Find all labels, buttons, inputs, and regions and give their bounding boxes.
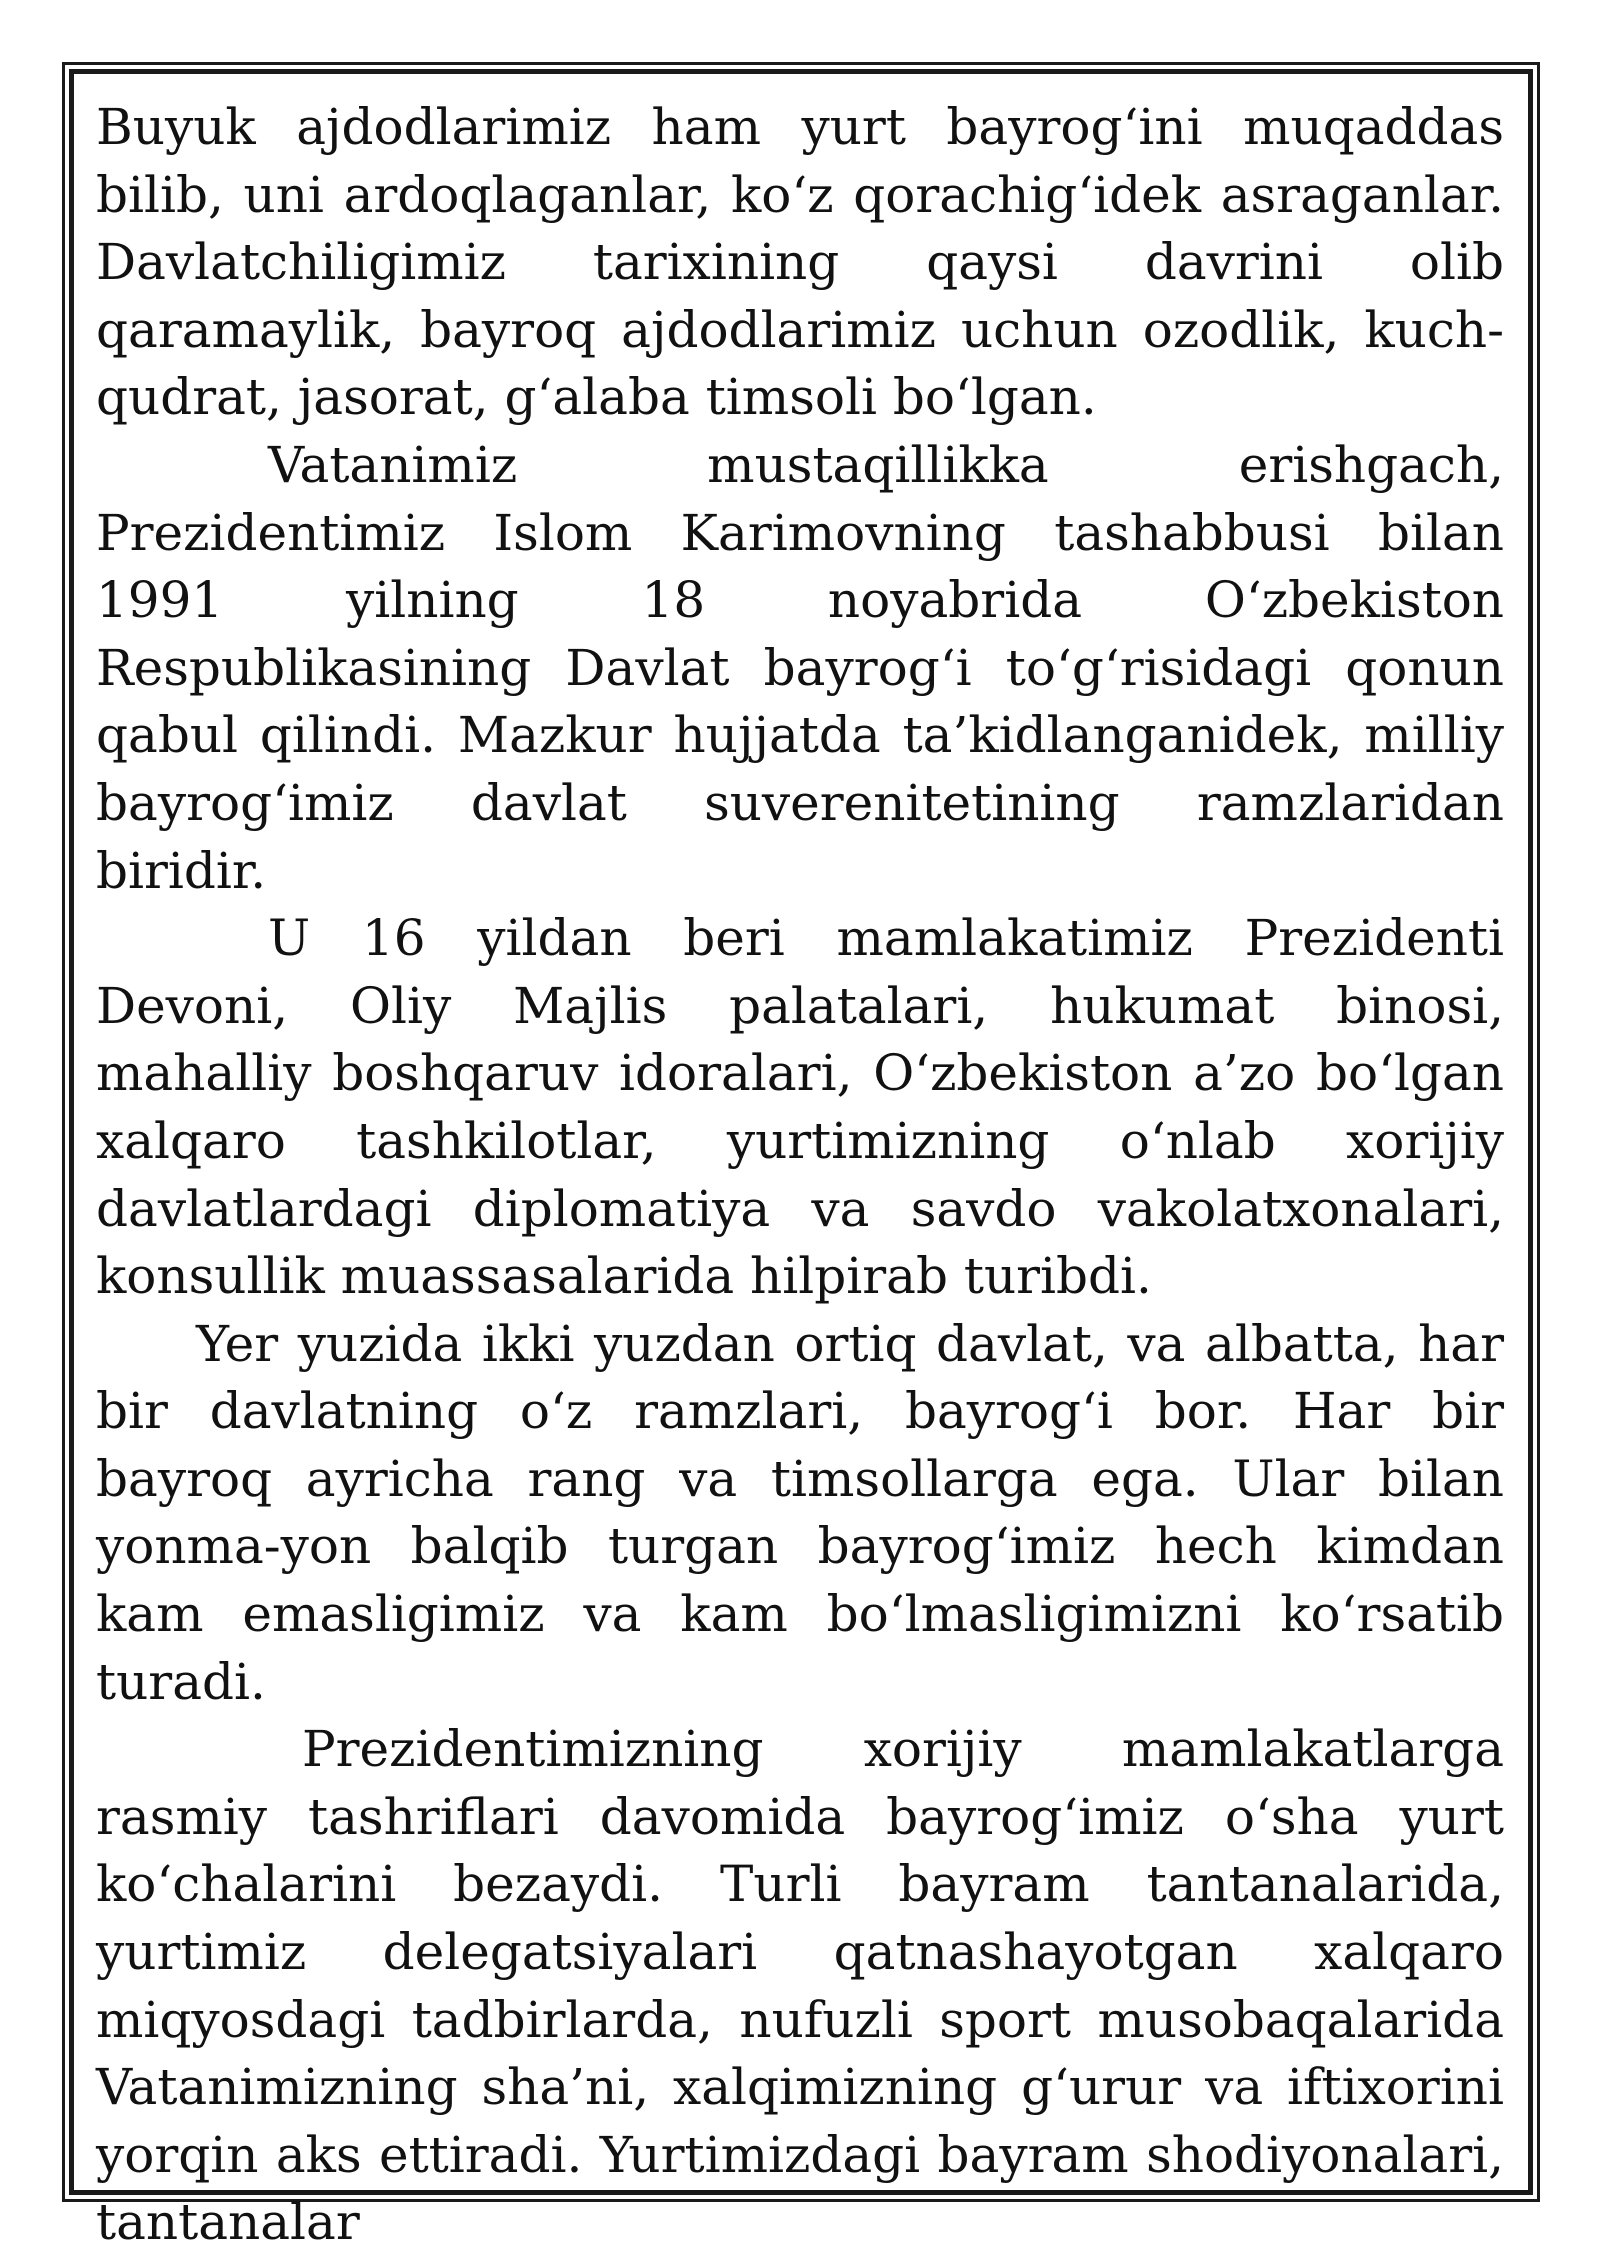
document-body [96, 94, 1504, 2257]
paragraph-5: Prezidentimizning xorijiy mamlakatlarga rasmiy tashriflari davomida bayrog‘imiz o‘sha yurt ko‘chalarini bezaydi. Turli bayram tantanalarida, yurtimiz delegatsiyalari qatnashayotgan xalqaro miqyosdagi tadbirlarda, nufuzli sport musobaqalarida Vatanimizning sha’ni, xalqimizning g‘urur va iftixorini yorqin aks ettiradi. Yurtimizdagi bayram shodiyonalari, tantanalar [96, 1720, 1504, 2252]
paragraph-1: Buyuk ajdodlarimiz ham yurt bayrog‘ini muqaddas bilib, uni ardoqlaganlar, ko‘z qorachig‘idek asraganlar. Davlatchiligimiz tarixining qaysi davrini olib qaramaylik, bayroq ajdodlarimiz uchun ozodlik, kuch-qudrat, jasorat, g‘alaba timsoli bo‘lgan. [96, 98, 1504, 427]
paragraph-2: Vatanimiz mustaqillikka erishgach, Prezidentimiz Islom Karimovning tashabbusi bilan 1991 yilning 18 noyabrida O‘zbekiston Respublikasining Davlat bayrog‘i to‘g‘risidagi qonun qabul qilindi. Mazkur hujjatda ta’kidlanganidek, milliy bayrog‘imiz davlat suverenitetining ramzlaridan biridir. [96, 435, 1504, 900]
paragraph-4: Yer yuzida ikki yuzdan ortiq davlat, va albatta, har bir davlatning o‘z ramzlari, bayrog‘i bor. Har bir bayroq ayricha rang va timsollarga ega. Ular bilan yonma-yon balqib turgan bayrog‘imiz hech kimdan kam emasligimiz va kam bo‘lmasligimizni ko‘rsatib turadi. [96, 1314, 1504, 1711]
page-border-frame [62, 62, 1540, 2252]
paragraph-3: U 16 yildan beri mamlakatimiz Prezidenti Devoni, Oliy Majlis palatalari, hukumat binosi, mahalliy boshqaruv idoralari, O‘zbekiston a’zo bo‘lgan xalqaro tashkilotlar, yurtimizning o‘nlab xorijiy davlatlardagi diplomatiya va savdo vakolatxonalari, konsullik muassasalarida hilpirab turibdi. [96, 909, 1504, 1306]
